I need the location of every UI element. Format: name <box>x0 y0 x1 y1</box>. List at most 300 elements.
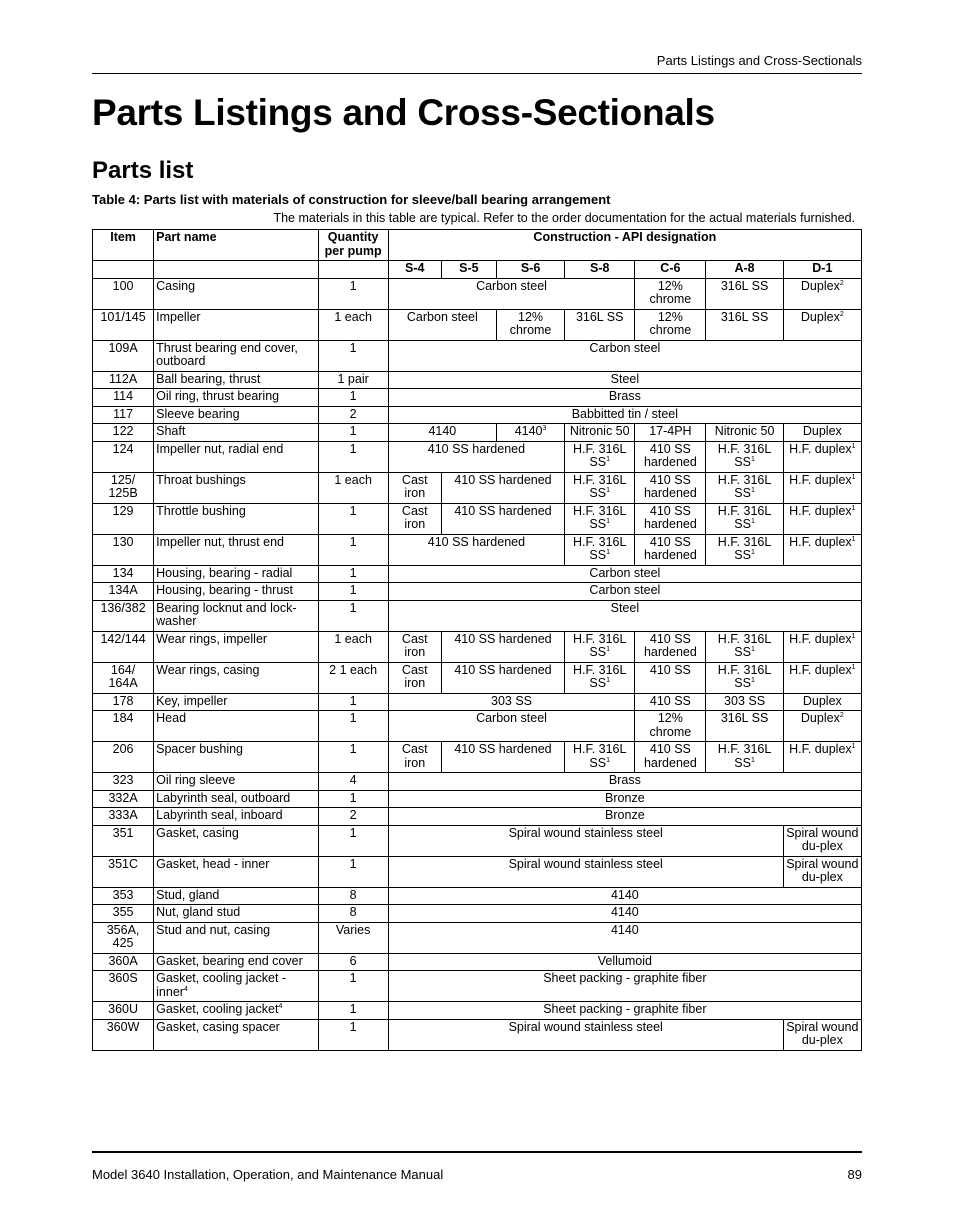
part-name <box>154 309 318 340</box>
material-cell <box>388 825 783 856</box>
part-name <box>154 742 318 773</box>
part-name-text: Oil ring, thrust bearing <box>156 389 280 403</box>
material-cell <box>565 309 635 340</box>
material-text: Spiral wound du-plex <box>786 825 859 853</box>
quantity: 2 1 each <box>318 662 388 693</box>
material-text: Brass <box>608 773 641 787</box>
material-cell <box>635 309 706 340</box>
header-item: Item <box>93 230 154 261</box>
material-cell <box>388 565 861 583</box>
material-cell <box>388 742 441 773</box>
footnote-ref: 1 <box>750 517 755 525</box>
part-name-text: Spacer bushing <box>156 742 244 756</box>
material-cell <box>565 534 635 565</box>
part-name-text: Impeller <box>156 309 201 324</box>
material-text: H.F. 316L SS <box>572 631 627 659</box>
part-name <box>154 825 318 856</box>
designation-blank <box>318 261 388 279</box>
material-cell <box>565 631 635 662</box>
table-row <box>93 534 862 565</box>
footer-page-number: 89 <box>847 1167 862 1182</box>
material-text: H.F. 316L SS <box>717 662 772 690</box>
part-name <box>154 583 318 601</box>
part-name-text: Labyrinth seal, inboard <box>156 808 283 822</box>
material-cell <box>783 503 861 534</box>
material-text: Spiral wound du-plex <box>786 1019 859 1047</box>
material-text: 410 SS hardened <box>454 662 552 677</box>
material-text: H.F. 316L SS <box>717 534 772 562</box>
material-text: Babbitted tin / steel <box>571 406 679 421</box>
footnote-ref: 1 <box>851 535 856 543</box>
material-text: 410 SS hardened <box>643 472 697 500</box>
part-name-text: Sleeve bearing <box>156 406 240 421</box>
item-number: 355 <box>93 905 154 923</box>
header-rule <box>92 73 862 74</box>
part-name <box>154 631 318 662</box>
part-name-text: Gasket, casing <box>156 825 239 840</box>
material-cell <box>388 424 496 442</box>
material-text: H.F. 316L SS <box>572 742 627 770</box>
item-number: 206 <box>93 742 154 773</box>
material-text: Spiral wound stainless steel <box>508 825 663 840</box>
part-name-text: Bearing locknut and lock-washer <box>156 600 297 628</box>
material-text: Carbon steel <box>476 278 547 293</box>
item-number: 360W <box>93 1019 154 1050</box>
footnote-ref: 1 <box>606 645 610 653</box>
material-text: Sheet packing - graphite fiber <box>543 1002 707 1016</box>
material-text: Spiral wound du-plex <box>786 856 859 884</box>
material-cell <box>565 472 635 503</box>
item-number: 142/144 <box>93 631 154 662</box>
designation-blank <box>154 261 318 279</box>
table-row <box>93 503 862 534</box>
material-cell <box>388 534 564 565</box>
material-cell <box>706 693 783 711</box>
part-name <box>154 662 318 693</box>
item-number: 130 <box>93 534 154 565</box>
material-cell <box>388 472 441 503</box>
material-text: 410 SS hardened <box>643 631 697 659</box>
table-row <box>93 693 862 711</box>
part-name-text: Gasket, cooling jacket <box>156 1002 279 1016</box>
quantity: 8 <box>318 905 388 923</box>
part-name-text: Housing, bearing - thrust <box>156 583 294 597</box>
part-name <box>154 887 318 905</box>
material-text: H.F. 316L SS <box>717 742 772 770</box>
material-cell <box>635 662 706 693</box>
part-name <box>154 503 318 534</box>
footer-manual-title: Model 3640 Installation, Operation, and Maintenance Manual <box>92 1167 444 1182</box>
material-cell <box>783 693 861 711</box>
table-row <box>93 278 862 309</box>
header-part-name: Part name <box>154 230 318 261</box>
running-header: Parts Listings and Cross-Sectionals <box>656 53 862 68</box>
table-row <box>93 887 862 905</box>
part-name-text: Casing <box>156 278 196 293</box>
quantity: 1 <box>318 441 388 472</box>
table-row <box>93 825 862 856</box>
quantity: Varies <box>318 922 388 953</box>
designation-blank <box>93 261 154 279</box>
item-number: 178 <box>93 693 154 711</box>
table-row <box>93 922 862 953</box>
material-cell <box>635 742 706 773</box>
material-text: 316L SS <box>575 309 624 324</box>
quantity: 1 <box>318 340 388 371</box>
quantity: 1 <box>318 693 388 711</box>
material-cell <box>783 711 861 742</box>
material-text: H.F. 316L SS <box>572 472 627 500</box>
footnote-ref: 1 <box>606 486 610 494</box>
material-cell <box>706 534 783 565</box>
item-number: 117 <box>93 406 154 424</box>
quantity: 6 <box>318 953 388 971</box>
quantity: 1 each <box>318 631 388 662</box>
table-row <box>93 565 862 583</box>
item-number: 109A <box>93 340 154 371</box>
material-cell <box>388 441 564 472</box>
item-number: 101/145 <box>93 309 154 340</box>
quantity: 1 each <box>318 309 388 340</box>
material-cell <box>706 711 783 742</box>
item-number: 323 <box>93 773 154 791</box>
material-text: 410 SS <box>649 693 691 708</box>
quantity: 1 <box>318 971 388 1002</box>
material-cell <box>565 441 635 472</box>
part-name <box>154 808 318 826</box>
table-row <box>93 790 862 808</box>
quantity: 1 <box>318 790 388 808</box>
designation-s-6: S-6 <box>496 261 564 279</box>
footnote-ref: 1 <box>750 676 755 684</box>
material-cell <box>388 309 496 340</box>
material-text: Steel <box>610 600 640 615</box>
material-cell <box>635 631 706 662</box>
material-text: 4140 <box>610 905 639 919</box>
table-row <box>93 856 862 887</box>
material-cell <box>783 631 861 662</box>
material-text: H.F. 316L SS <box>572 662 627 690</box>
material-cell <box>388 583 861 601</box>
part-name <box>154 856 318 887</box>
material-text: 410 SS hardened <box>427 534 526 549</box>
material-cell <box>783 309 861 340</box>
material-cell <box>388 631 441 662</box>
footnote-ref: 1 <box>750 486 755 494</box>
material-text: Steel <box>610 371 640 386</box>
material-cell <box>635 711 706 742</box>
material-text: 410 SS hardened <box>643 534 697 562</box>
item-number: 164/ 164A <box>93 662 154 693</box>
material-text: 303 SS <box>491 693 533 708</box>
material-text: H.F. 316L SS <box>572 441 627 469</box>
table-row <box>93 406 862 424</box>
material-text: 12% chrome <box>649 309 692 337</box>
table-row <box>93 662 862 693</box>
quantity: 1 <box>318 583 388 601</box>
table-row <box>93 441 862 472</box>
material-text: Duplex <box>800 711 840 725</box>
section-title: Parts list <box>92 157 194 184</box>
footnote-ref: 3 <box>542 424 547 432</box>
part-name <box>154 389 318 407</box>
material-cell <box>565 424 635 442</box>
part-name-text: Stud, gland <box>156 887 220 902</box>
material-text: 316L SS <box>720 309 769 324</box>
material-cell <box>388 389 861 407</box>
part-name-text: Gasket, casing spacer <box>156 1019 280 1034</box>
part-name <box>154 441 318 472</box>
material-text: Carbon steel <box>589 340 661 355</box>
material-cell <box>388 905 861 923</box>
footnote-ref: 1 <box>606 756 610 764</box>
part-name-text: Ball bearing, thrust <box>156 371 261 386</box>
quantity: 1 <box>318 424 388 442</box>
part-name <box>154 600 318 631</box>
part-name-text: Head <box>156 711 187 725</box>
part-name <box>154 773 318 791</box>
material-cell <box>706 441 783 472</box>
material-cell <box>706 472 783 503</box>
material-text: Cast iron <box>401 472 428 500</box>
quantity: 1 <box>318 503 388 534</box>
material-cell <box>441 503 564 534</box>
material-cell <box>783 662 861 693</box>
header-construction: Construction - API designation <box>388 230 861 261</box>
quantity: 4 <box>318 773 388 791</box>
footnote-ref: 1 <box>851 473 856 481</box>
material-cell <box>783 825 861 856</box>
quantity: 1 <box>318 534 388 565</box>
material-cell <box>635 441 706 472</box>
header-quantity: Quantity per pump <box>318 230 388 261</box>
designation-d-1: D-1 <box>783 261 861 279</box>
part-name <box>154 971 318 1002</box>
item-number: 114 <box>93 389 154 407</box>
material-cell <box>441 631 564 662</box>
material-cell <box>635 424 706 442</box>
material-text: 410 SS hardened <box>454 742 552 756</box>
table-row <box>93 583 862 601</box>
item-number: 333A <box>93 808 154 826</box>
material-text: H.F. duplex <box>789 534 852 549</box>
part-name-text: Oil ring sleeve <box>156 773 236 787</box>
material-text: H.F. 316L SS <box>717 441 772 469</box>
table-note: The materials in this table are typical. Refer to the order documentation for the actual materials furnished. <box>273 211 855 225</box>
material-text: Sheet packing - graphite fiber <box>543 971 707 985</box>
material-cell <box>388 711 635 742</box>
part-name <box>154 565 318 583</box>
item-number: 134A <box>93 583 154 601</box>
footnote-ref: 4 <box>278 1002 283 1010</box>
footnote-ref: 2 <box>839 310 844 318</box>
material-text: 12% chrome <box>649 278 692 306</box>
material-text: 410 SS hardened <box>454 631 552 646</box>
quantity: 1 <box>318 1002 388 1020</box>
footnote-ref: 1 <box>606 676 610 684</box>
part-name-text: Key, impeller <box>156 693 228 708</box>
material-text: H.F. duplex <box>789 631 852 646</box>
quantity: 1 <box>318 600 388 631</box>
material-text: 410 SS <box>649 662 691 677</box>
material-text: Spiral wound stainless steel <box>508 1019 663 1034</box>
material-cell <box>706 503 783 534</box>
material-cell <box>783 534 861 565</box>
footnote-ref: 2 <box>839 711 844 719</box>
table-row <box>93 371 862 389</box>
designation-s-8: S-8 <box>565 261 635 279</box>
material-cell <box>706 742 783 773</box>
table-row <box>93 953 862 971</box>
designation-a-8: A-8 <box>706 261 783 279</box>
material-cell <box>496 309 564 340</box>
material-cell <box>565 742 635 773</box>
material-text: Cast iron <box>401 742 428 770</box>
parts-table <box>92 229 862 1051</box>
material-text: 12% chrome <box>649 711 692 739</box>
material-text: H.F. 316L SS <box>572 503 627 531</box>
material-cell <box>635 472 706 503</box>
material-cell <box>635 278 706 309</box>
part-name <box>154 1002 318 1020</box>
part-name-text: Impeller nut, thrust end <box>156 534 284 549</box>
material-text: 410 SS hardened <box>454 472 552 487</box>
material-text: H.F. duplex <box>789 662 852 677</box>
material-cell <box>388 1019 783 1050</box>
table-row <box>93 773 862 791</box>
material-text: 410 SS hardened <box>643 441 697 469</box>
part-name-text: Gasket, cooling jacket - inner <box>156 971 287 999</box>
part-name-text: Labyrinth seal, outboard <box>156 790 291 805</box>
quantity: 8 <box>318 887 388 905</box>
quantity: 1 <box>318 565 388 583</box>
item-number: 332A <box>93 790 154 808</box>
page-title: Parts Listings and Cross-Sectionals <box>92 92 715 133</box>
material-text: Bronze <box>605 808 645 822</box>
footnote-ref: 1 <box>750 548 755 556</box>
material-cell <box>783 472 861 503</box>
part-name-text: Wear rings, impeller <box>156 631 268 646</box>
material-cell <box>388 971 861 1002</box>
footnote-ref: 1 <box>750 645 755 653</box>
footnote-ref: 1 <box>606 548 610 556</box>
material-cell <box>635 693 706 711</box>
table-row <box>93 905 862 923</box>
item-number: 360U <box>93 1002 154 1020</box>
quantity: 2 <box>318 808 388 826</box>
quantity: 1 <box>318 856 388 887</box>
part-name-text: Throttle bushing <box>156 503 246 518</box>
item-number: 125/ 125B <box>93 472 154 503</box>
material-cell <box>706 278 783 309</box>
item-number: 100 <box>93 278 154 309</box>
material-text: H.F. duplex <box>789 503 852 518</box>
part-name-text: Housing, bearing - radial <box>156 565 293 580</box>
part-name-text: Throat bushings <box>156 472 246 487</box>
material-cell <box>388 856 783 887</box>
table-row <box>93 742 862 773</box>
material-text: 410 SS hardened <box>643 742 697 770</box>
material-cell <box>388 406 861 424</box>
material-text: H.F. 316L SS <box>572 534 627 562</box>
part-name <box>154 340 318 371</box>
part-name-text: Gasket, head - inner <box>156 856 270 871</box>
material-cell <box>388 693 635 711</box>
item-number: 112A <box>93 371 154 389</box>
material-text: Carbon steel <box>476 711 547 725</box>
material-cell <box>635 534 706 565</box>
footnote-ref: 1 <box>750 756 755 764</box>
material-text: 410 SS hardened <box>454 503 552 518</box>
material-cell <box>388 773 861 791</box>
table-row <box>93 340 862 371</box>
material-text: Spiral wound stainless steel <box>508 856 663 871</box>
material-text: H.F. 316L SS <box>717 472 772 500</box>
material-text: 4140 <box>514 424 543 438</box>
item-number: 351C <box>93 856 154 887</box>
material-text: H.F. 316L SS <box>717 503 772 531</box>
material-text: Duplex <box>800 309 840 324</box>
material-text: Duplex <box>802 424 842 438</box>
table-row <box>93 600 862 631</box>
material-cell <box>388 953 861 971</box>
material-text: Nitronic 50 <box>569 424 630 438</box>
material-text: Brass <box>608 389 641 403</box>
material-text: Carbon steel <box>589 565 661 580</box>
material-cell <box>783 1019 861 1050</box>
part-name <box>154 406 318 424</box>
table-row <box>93 1002 862 1020</box>
material-cell <box>783 856 861 887</box>
footnote-ref: 2 <box>839 279 844 287</box>
material-cell <box>565 503 635 534</box>
footnote-ref: 1 <box>606 517 610 525</box>
material-cell <box>783 424 861 442</box>
quantity: 1 <box>318 825 388 856</box>
part-name <box>154 693 318 711</box>
footnote-ref: 1 <box>851 504 856 512</box>
material-text: 410 SS hardened <box>643 503 697 531</box>
item-number: 356A, 425 <box>93 922 154 953</box>
item-number: 129 <box>93 503 154 534</box>
material-cell <box>388 922 861 953</box>
material-text: 12% chrome <box>509 309 552 337</box>
part-name-text: Impeller nut, radial end <box>156 441 284 456</box>
material-text: Duplex <box>802 693 842 708</box>
footnote-ref: 1 <box>851 663 856 671</box>
material-cell <box>706 631 783 662</box>
material-cell <box>388 503 441 534</box>
material-cell <box>441 472 564 503</box>
material-text: Cast iron <box>401 503 428 531</box>
part-name <box>154 953 318 971</box>
footnote-ref: 1 <box>851 742 856 750</box>
footnote-ref: 1 <box>851 442 856 450</box>
table-header-row <box>93 230 862 261</box>
material-text: 17-4PH <box>649 424 692 438</box>
designation-c-6: C-6 <box>635 261 706 279</box>
part-name-text: Gasket, bearing end cover <box>156 953 303 968</box>
part-name <box>154 424 318 442</box>
item-number: 353 <box>93 887 154 905</box>
item-number: 184 <box>93 711 154 742</box>
quantity: 1 <box>318 1019 388 1050</box>
part-name <box>154 472 318 503</box>
part-name <box>154 371 318 389</box>
material-cell <box>441 742 564 773</box>
material-cell <box>388 887 861 905</box>
footnote-ref: 1 <box>851 632 856 640</box>
